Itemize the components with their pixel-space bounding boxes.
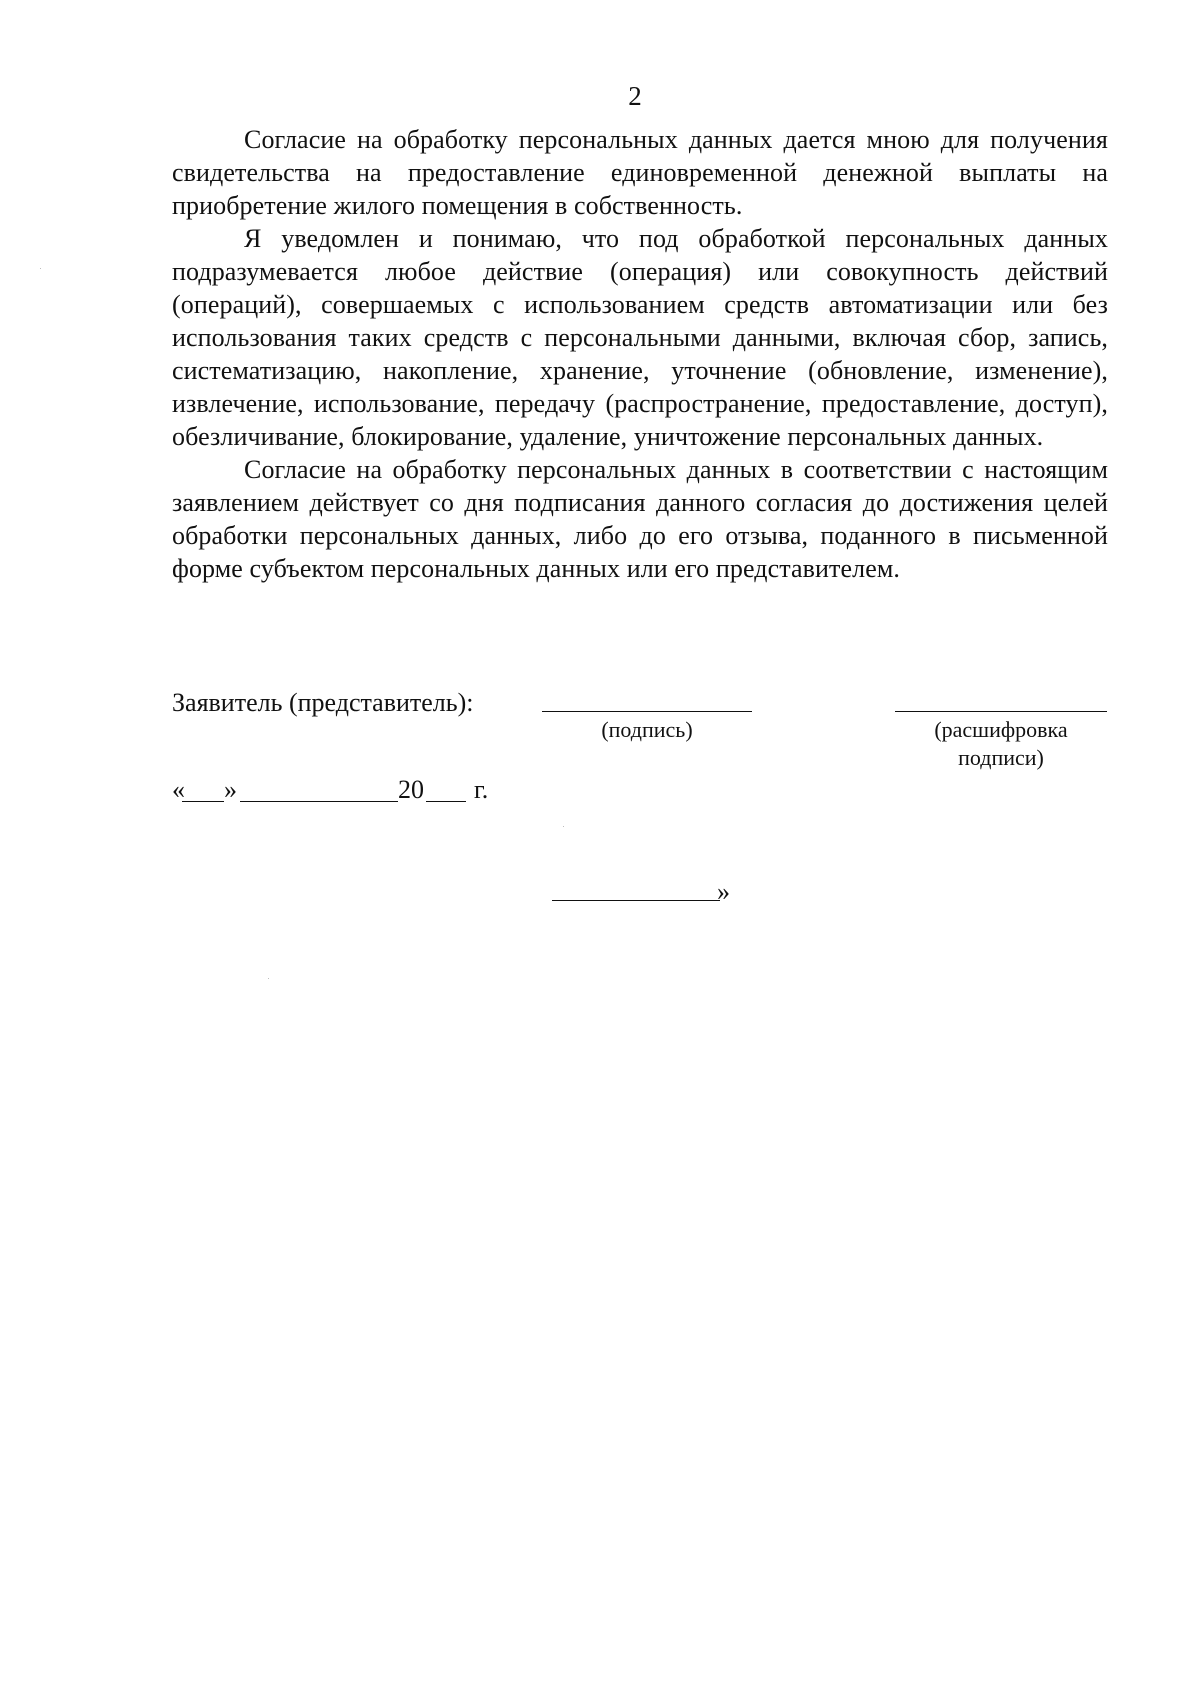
paragraph-processing-definition: Я уведомлен и понимаю, что под обработкой персональных данных подразумевается любое действие (операция) или совокупность действий (операций), совершаемых с использованием средств автоматизации или без использования таких средств с персональными данными, включая сбор, запись, систематизацию, накопление, хранение, уточнение (обновление, изменение), извлечение, использование, передачу (распространение, предоставление, доступ), обезличивание, блокирование, удаление, уничтожение персональных данных. xyxy=(172,224,1108,451)
trailing-blank xyxy=(552,875,732,915)
month-blank[interactable] xyxy=(240,801,398,802)
paragraph-validity: Согласие на обработку персональных данных в соответствии с настоящим заявлением действует со дня подписания данного согласия до достижения целей обработки персональных данных, либо до его отзыва, поданного в письменной форме субъектом персональных данных или его представителем. xyxy=(172,455,1108,583)
page-number: 2 xyxy=(628,81,642,111)
applicant-label: Заявитель (представитель): xyxy=(172,688,474,717)
date-open-quote: « xyxy=(172,775,185,804)
trailing-blank-line[interactable] xyxy=(552,900,720,901)
signature-caption: (подпись) xyxy=(601,717,693,742)
signature-line[interactable] xyxy=(542,711,752,712)
signature-decoding-line[interactable] xyxy=(895,711,1107,712)
signature-decoding-caption: (расшифровка подписи) xyxy=(934,717,1068,770)
consent-body xyxy=(172,123,1108,585)
trailing-close-quote: » xyxy=(717,877,730,906)
scan-speck xyxy=(268,978,269,979)
year-prefix: 20 xyxy=(398,775,424,804)
year-suffix: г. xyxy=(474,775,489,804)
day-blank[interactable] xyxy=(182,801,224,802)
scan-speck xyxy=(40,268,41,269)
date-close-quote: » xyxy=(224,775,237,804)
year-blank[interactable] xyxy=(426,801,466,802)
paragraph-purpose: Согласие на обработку персональных данных дается мною для получения свидетельства на предоставление единовременной денежной выплаты на приобретение жилого помещения в собственность. xyxy=(172,125,1108,220)
scan-speck xyxy=(563,826,564,827)
